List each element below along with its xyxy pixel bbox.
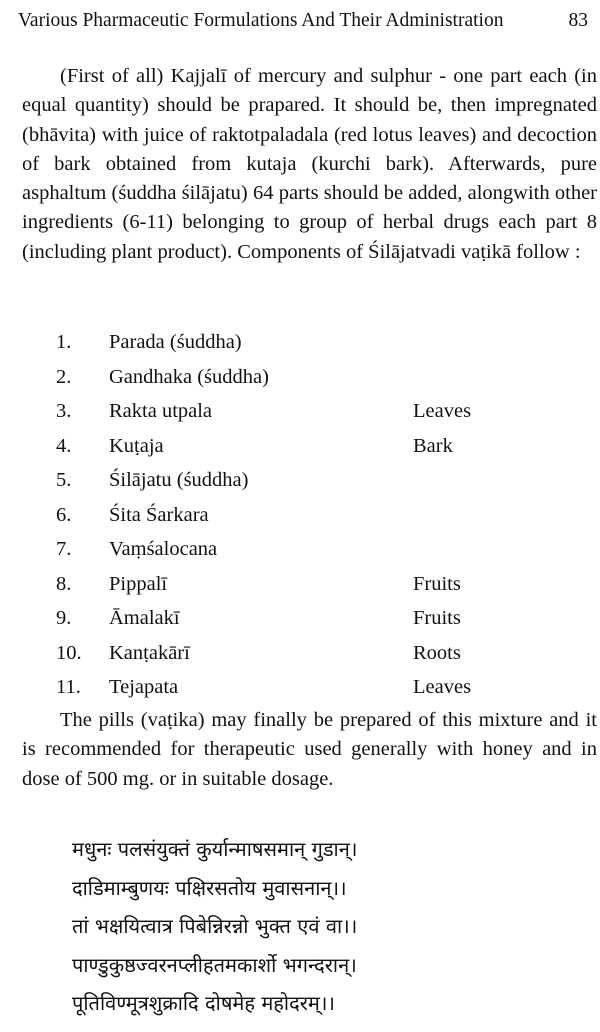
item-number: 9. xyxy=(56,607,72,629)
item-name: Tejapata xyxy=(109,676,179,698)
list-item xyxy=(0,532,600,567)
closing-paragraph-text: The pills (vaṭika) may finally be prepared of this mixture and it is recommended for therapeutic used generally with honey and in dose of 500 mg. or in suitable dosage. xyxy=(22,709,597,790)
item-number: 2. xyxy=(56,365,72,388)
ingredients-list xyxy=(0,325,600,705)
item-part: Roots xyxy=(413,641,461,664)
intro-paragraph xyxy=(22,62,597,267)
item-part: Leaves xyxy=(413,400,472,422)
item-name: Śita Śarkara xyxy=(109,503,209,526)
list-item xyxy=(0,670,600,705)
item-number: 8. xyxy=(56,572,72,595)
item-number: 5. xyxy=(56,469,72,491)
item-number: 10. xyxy=(56,641,82,664)
item-part: Fruits xyxy=(413,607,461,629)
verse-line: दाडिमाम्बुणयः पक्षिरसतोय मुवासनान्।। xyxy=(72,875,347,900)
item-name: Pippalī xyxy=(109,572,168,595)
list-item xyxy=(0,360,600,395)
item-name: Kanṭakārī xyxy=(109,641,190,664)
verse-line: मधुनः पलसंयुक्तं कुर्यान्माषसमान् गुडान्। xyxy=(72,837,358,861)
list-item xyxy=(0,636,600,671)
item-number: 4. xyxy=(56,434,72,457)
page-header xyxy=(18,8,588,34)
item-name: Vaṃśalocana xyxy=(109,538,218,560)
list-item xyxy=(0,325,600,360)
sanskrit-verses xyxy=(72,830,357,1023)
item-part: Leaves xyxy=(413,676,472,698)
list-item xyxy=(0,429,600,464)
intro-paragraph-text: (First of all) Kajjalī of mercury and sulphur - one part each (in equal quantity) should be prapared. It should be, then impregnated (bhāvita) with juice of raktotpaladala (red lotus leaves) and decoction of bark obtained from kutaja (kurchi bark). Afterwards, pure asphaltum (śuddha śilājatu) 64 parts should be added, alongwith other ingredients (6-11) belonging to group of herbal drugs each part 8 (including plant product). Components of Śilājatvadi vaṭikā follow : xyxy=(22,65,597,263)
verse-line: पाण्डुकुष्ठज्वरनप्लीहतमकार्शो भगन्दरान्। xyxy=(72,952,357,977)
item-name: Rakta utpala xyxy=(109,400,213,422)
list-item xyxy=(0,498,600,533)
item-number: 1. xyxy=(56,331,72,353)
list-item xyxy=(0,463,600,498)
list-item xyxy=(0,394,600,429)
item-name: Āmalakī xyxy=(109,607,180,629)
item-part: Bark xyxy=(413,434,453,457)
item-number: 3. xyxy=(56,400,72,422)
item-number: 11. xyxy=(56,676,81,698)
running-title: Various Pharmaceutic Formulations And Their Administration xyxy=(18,10,504,31)
item-number: 7. xyxy=(56,538,72,560)
item-name: Kuṭaja xyxy=(109,434,164,457)
page-number: 83 xyxy=(568,10,588,31)
item-number: 6. xyxy=(56,503,72,526)
closing-paragraph xyxy=(22,706,597,794)
item-name: Parada (śuddha) xyxy=(109,331,242,353)
verse-line: तां भक्षयित्वात्र पिबेन्निरन्नो भुक्त एवं वा।। xyxy=(72,914,358,938)
item-name: Gandhaka (śuddha) xyxy=(109,365,269,388)
item-part: Fruits xyxy=(413,572,461,595)
list-item xyxy=(0,601,600,636)
list-item xyxy=(0,567,600,602)
item-name: Śilājatu (śuddha) xyxy=(109,469,249,491)
verse-line: पूतिविण्मूत्रशुक्रादि दोषमेह महोदरम्।। xyxy=(72,991,336,1015)
